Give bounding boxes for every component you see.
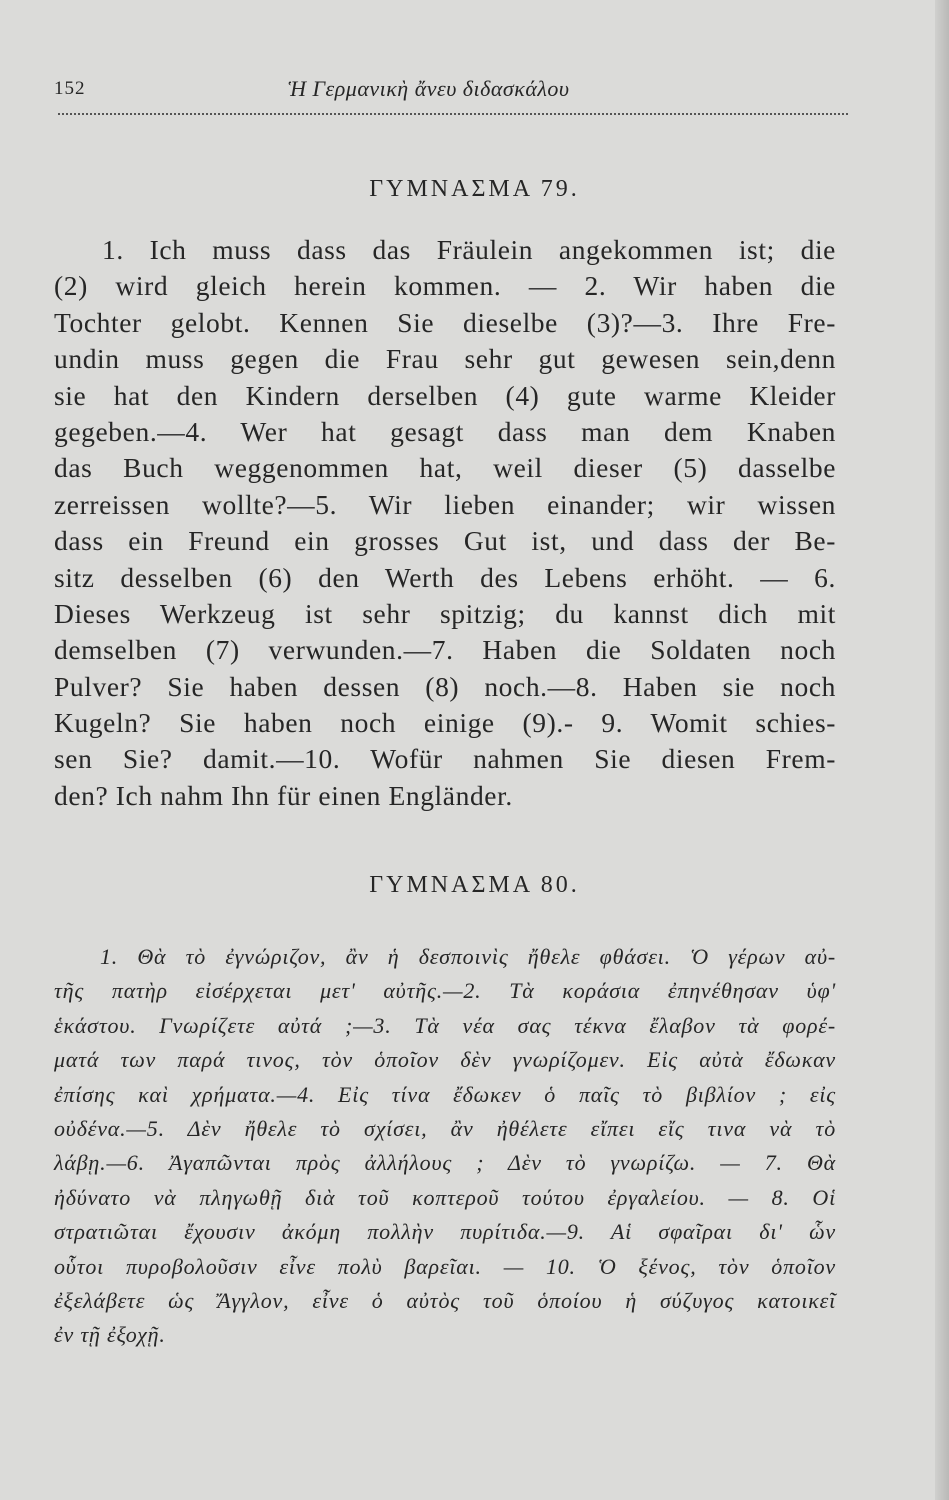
text-line: ἑκάστου. Γνωρίζετε αὐτά ;—3. Τὰ νέα σας τέκνα ἔλαβον τὰ φορέ- <box>54 1012 836 1038</box>
text-line: gegeben.—4. Wer hat gesagt dass man dem Knaben <box>54 415 836 447</box>
exercise-79-heading: ΓΥΜΝΑΣΜΑ 79. <box>369 176 580 202</box>
text-line: 1. Ich muss dass das Fräulein angekommen ist; die <box>102 234 836 265</box>
text-line: οὗτοι πυροβολοῦσιν εἶνε πολὺ βαρεῖαι. — 10. Ὁ ξένος, τὸν ὁποῖον <box>54 1253 836 1279</box>
text-line: dass ein Freund ein grosses Gut ist, und dass der Be- <box>54 525 836 557</box>
text-line: sen Sie? damit.—10. Wofür nahmen Sie diesen Frem- <box>54 743 836 775</box>
text-line: undin muss gegen die Frau sehr gut gewesen sein,denn <box>54 343 836 375</box>
text-line: λάβῃ.—6. Ἀγαπῶνται πρὸς ἀλλήλους ; Δὲν τὸ γνωρίζω. — 7. Θὰ <box>54 1150 836 1176</box>
text-line: den? Ich nahm Ihn für einen Engländer. <box>54 779 513 811</box>
text-line: sitz desselben (6) den Werth des Lebens erhöht. — 6. <box>54 561 836 593</box>
text-line: Kugeln? Sie haben noch einige (9).- 9. Womit schies- <box>54 707 836 739</box>
text-line: Pulver? Sie haben dessen (8) noch.—8. Haben sie noch <box>54 670 836 702</box>
text-line: ἠδύνατο νὰ πληγωθῇ διὰ τοῦ κοπτεροῦ τούτου ἐργαλείου. — 8. Οἱ <box>54 1184 836 1210</box>
text-line: Tochter gelobt. Kennen Sie dieselbe (3)?—3. Ihre Fre- <box>54 306 836 338</box>
exercise-80-text <box>54 940 836 1353</box>
text-line: demselben (7) verwunden.—7. Haben die Soldaten noch <box>54 634 836 666</box>
text-line: ματά των παρά τινος, τὸν ὁποῖον δὲν γνωρίζομεν. Εἰς αὐτὰ ἔδωκαν <box>54 1047 836 1073</box>
text-line: οὐδένα.—5. Δὲν ἤθελε τὸ σχίσει, ἂν ἠθέλετε εἴπει εἴς τινα νὰ τὸ <box>54 1115 836 1141</box>
page-number: 152 <box>54 78 86 99</box>
running-title: Ἡ Γερμανικὴ ἄνευ διδασκάλου <box>288 76 570 101</box>
page-edge <box>935 0 949 1500</box>
exercise-79-text <box>54 232 836 814</box>
page-header <box>48 72 848 112</box>
exercise-80-heading: ΓΥΜΝΑΣΜΑ 80. <box>369 872 580 898</box>
text-line: τῆς πατὴρ εἰσέρχεται μετ' αὐτῆς.—2. Τὰ κοράσια ἐπηνέθησαν ὑφ' <box>54 978 836 1004</box>
text-line: ἐπίσης καὶ χρήματα.—4. Εἰς τίνα ἔδωκεν ὁ παῖς τὸ βιβλίον ; εἰς <box>54 1081 836 1107</box>
text-line: das Buch weggenommen hat, weil dieser (5) dasselbe <box>54 452 836 484</box>
header-rule <box>58 110 848 115</box>
text-line: zerreissen wollte?—5. Wir lieben einander; wir wissen <box>54 488 836 520</box>
text-line: ἐν τῇ ἐξοχῇ. <box>54 1322 166 1348</box>
text-line: Dieses Werkzeug ist sehr spitzig; du kannst dich mit <box>54 597 836 629</box>
text-line: ἐξελάβετε ὡς Ἄγγλον, εἶνε ὁ αὐτὸς τοῦ ὁποίου ἡ σύζυγος κατοικεῖ <box>54 1287 836 1313</box>
text-line: στρατιῶται ἔχουσιν ἀκόμη πολλὴν πυρίτιδα.—9. Αἱ σφαῖραι δι' ὧν <box>54 1219 836 1245</box>
text-line: sie hat den Kindern derselben (4) gute warme Kleider <box>54 379 836 411</box>
text-line: 1. Θὰ τὸ ἐγνώριζον, ἂν ἡ δεσποινὶς ἤθελε φθάσει. Ὁ γέρων αὐ- <box>100 944 836 969</box>
text-line: (2) wird gleich herein kommen. — 2. Wir haben die <box>54 270 836 302</box>
